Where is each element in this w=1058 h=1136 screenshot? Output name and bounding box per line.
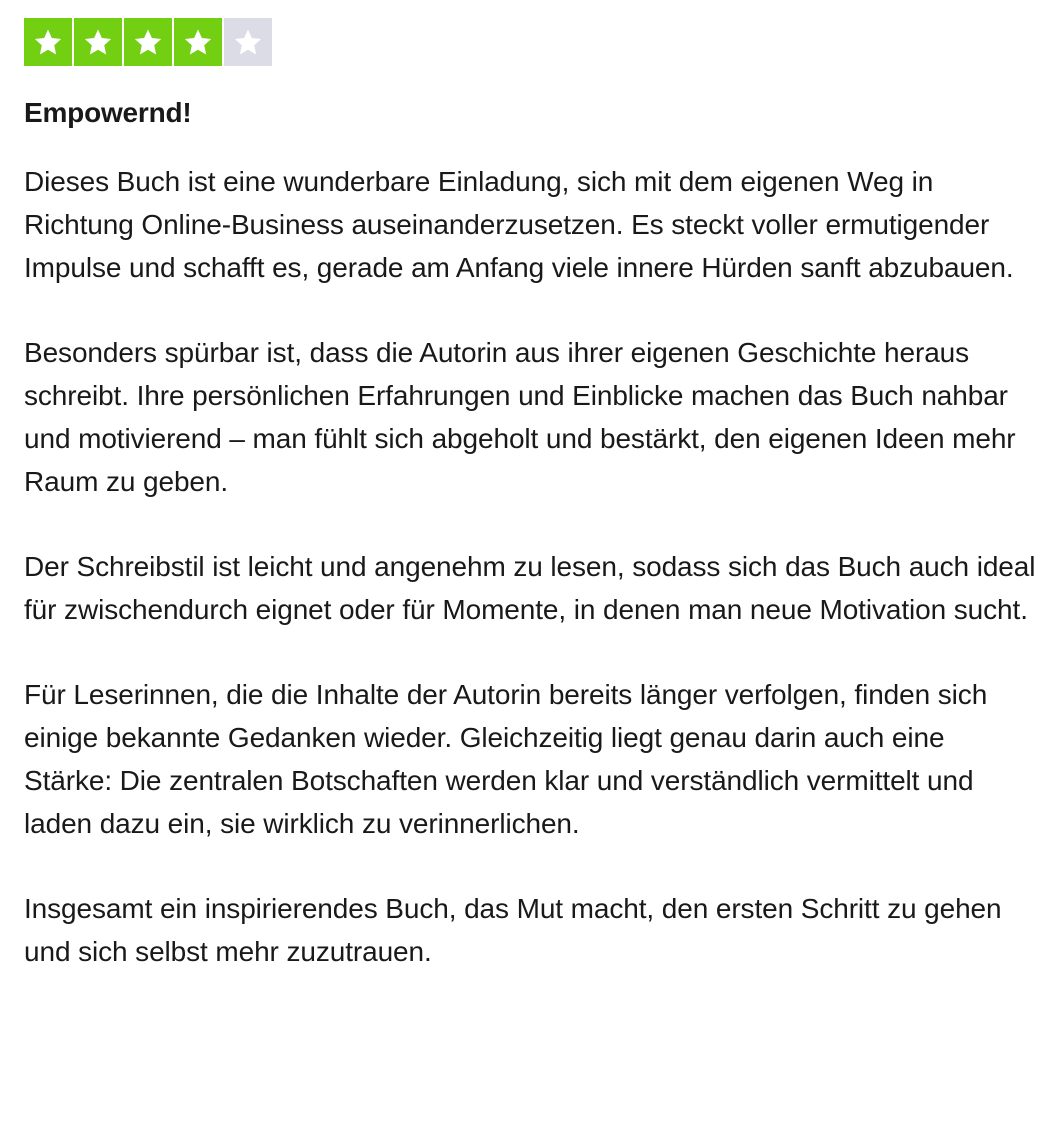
- review-paragraph: Insgesamt ein inspirierendes Buch, das Mut macht, den ersten Schritt zu gehen und sich selbst mehr zuzutrauen.: [24, 892, 1002, 967]
- review-paragraph: Besonders spürbar ist, dass die Autorin aus ihrer eigenen Geschichte heraus schreibt. Ihre persönlichen Erfahrungen und Einblicke machen das Buch nahbar und motivierend – man fühlt sich abgeholt und bestärkt, den eigenen Ideen mehr Raum zu geben.: [24, 336, 1016, 497]
- star-icon: [24, 18, 72, 66]
- review-title: Empowernd!: [24, 97, 192, 128]
- review-paragraph: Der Schreibstil ist leicht und angenehm zu lesen, sodass sich das Buch auch ideal für zwischendurch eignet oder für Momente, in denen man neue Motivation sucht.: [24, 550, 1036, 625]
- review-body: [24, 160, 1036, 973]
- star-icon: [174, 18, 222, 66]
- star-rating: [24, 18, 1036, 66]
- star-icon: [74, 18, 122, 66]
- star-icon: [224, 18, 272, 66]
- star-icon: [124, 18, 172, 66]
- review-paragraph: Für Leserinnen, die die Inhalte der Autorin bereits länger verfolgen, finden sich einige bekannte Gedanken wieder. Gleichzeitig liegt genau darin auch eine Stärke: Die zentralen Botschaften werden klar und verständlich vermittelt und laden dazu ein, sie wirklich zu verinnerlichen.: [24, 678, 988, 839]
- review-paragraph: Dieses Buch ist eine wunderbare Einladung, sich mit dem eigenen Weg in Richtung Online-Business auseinanderzusetzen. Es steckt voller ermutigender Impulse und schafft es, gerade am Anfang viele innere Hürden sanft abzubauen.: [24, 165, 1014, 283]
